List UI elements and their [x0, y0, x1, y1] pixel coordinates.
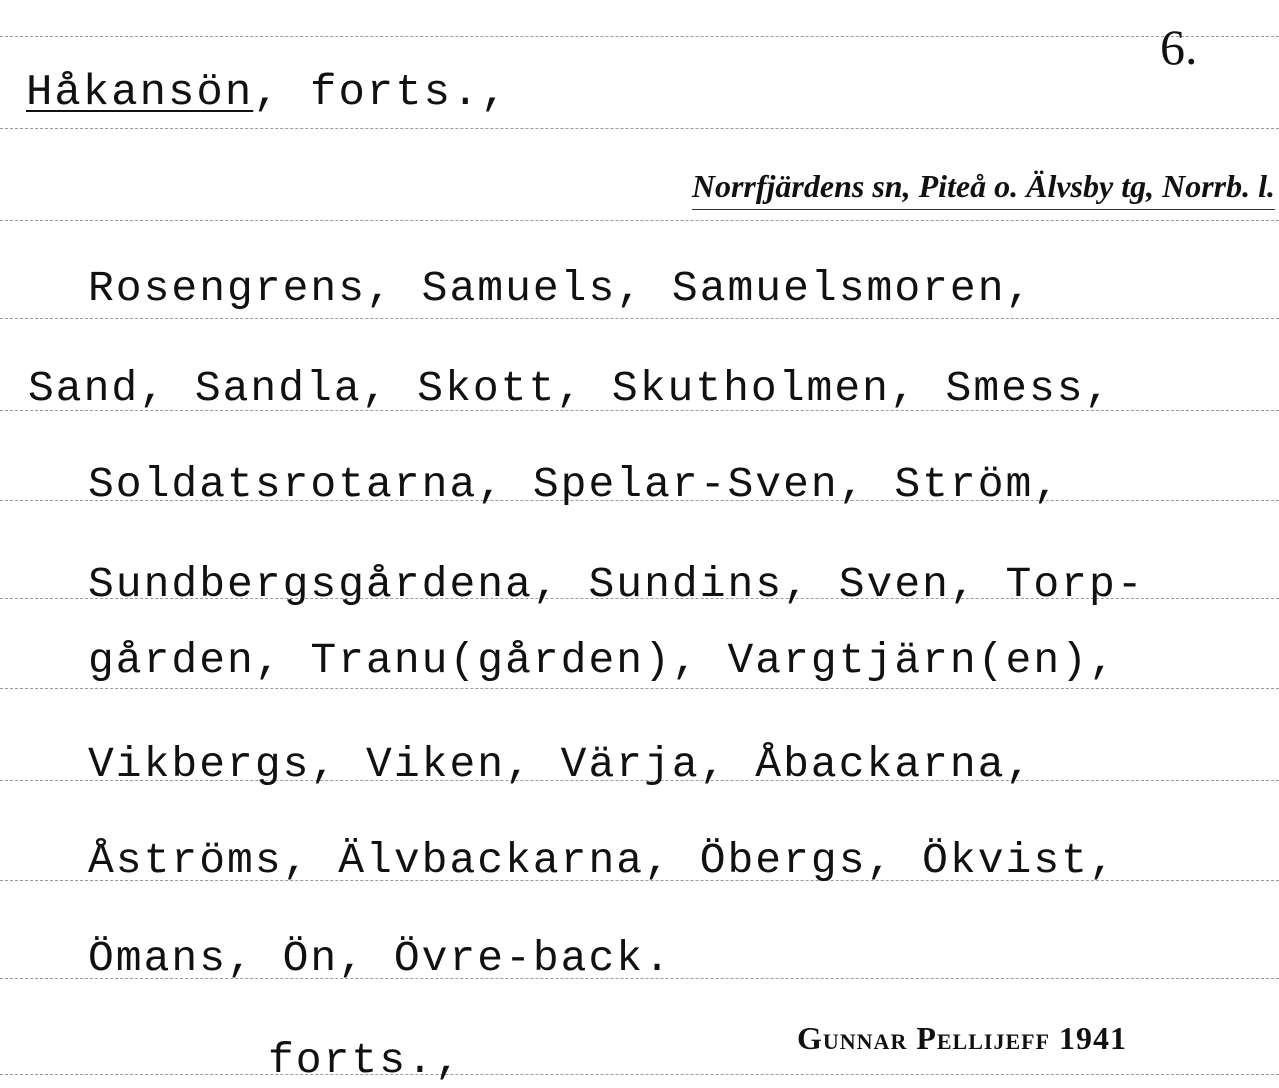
signature-name: Gunnar Pellijeff — [797, 1020, 1051, 1056]
heading-name: Håkansön — [26, 68, 254, 118]
footer-forts: forts., — [268, 1036, 463, 1085]
ruled-line — [0, 36, 1279, 37]
ruled-line — [0, 1074, 1279, 1075]
ruled-line — [0, 318, 1279, 319]
signature-year: 1941 — [1059, 1020, 1128, 1056]
text-line: Soldatsrotarna, Spelar-Sven, Ström, — [88, 460, 1062, 509]
card-heading — [26, 68, 509, 118]
text-line: Rosengrens, Samuels, Samuelsmoren, — [88, 264, 1034, 313]
parish-line: Norrfjärdens sn, Piteå o. Älvsby tg, Norrb. l. — [692, 168, 1275, 210]
page-number: 6. — [1160, 19, 1198, 75]
text-line: gården, Tranu(gården), Vargtjärn(en), — [88, 636, 1117, 685]
text-line: Åströms, Älvbackarna, Öbergs, Ökvist, — [88, 836, 1117, 885]
signature — [797, 1020, 1127, 1057]
text-line: Vikbergs, Viken, Värja, Åbackarna, — [88, 740, 1034, 789]
heading-rest: , forts., — [253, 68, 509, 118]
text-line: Ömans, Ön, Övre-back. — [88, 934, 672, 983]
ruled-line — [0, 688, 1279, 689]
text-line: Sundbergsgårdena, Sundins, Sven, Torp- — [88, 560, 1145, 609]
ruled-line — [0, 128, 1279, 129]
ruled-line — [0, 220, 1279, 221]
text-line: Sand, Sandla, Skott, Skutholmen, Smess, — [28, 364, 1113, 413]
